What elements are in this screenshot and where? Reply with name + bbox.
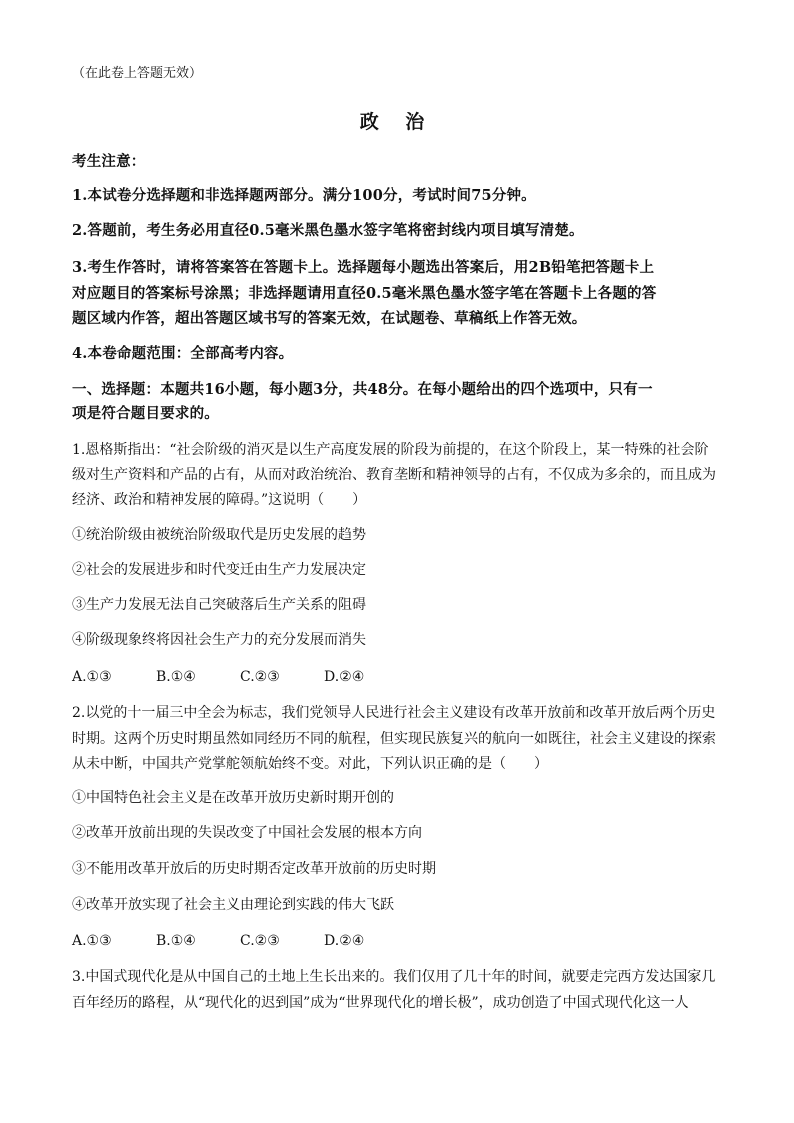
q2-statement-1: ①中国特色社会主义是在改革开放历史新时期开创的 [72,790,394,806]
q1-option-b[interactable]: B.①④ [156,669,196,685]
q1-statement-3: ③生产力发展无法自己突破落后生产关系的阻碍 [72,597,366,613]
q2-statement-2: ②改革开放前出现的失误改变了中国社会发展的根本方向 [72,825,422,841]
q1-options [72,667,364,687]
header-note: （在此卷上答题无效） [72,66,203,81]
q2-options [72,931,364,951]
notice-item-3-line-3: 题区域内作答，超出答题区域书写的答案无效，在试题卷、草稿纸上作答无效。 [72,310,587,327]
notice-item-1: 1.本试卷分选择题和非选择题两部分。满分100分，考试时间75分钟。 [72,187,536,204]
q3-stem-line-2: 百年经历的路程，从“现代化的迟到国”成为“世界现代化的增长极”，成功创造了中国式现代化这一人 [72,995,689,1011]
q2-stem-line-1: 2.以党的十一届三中全会为标志，我们党领导人民进行社会主义建设有改革开放前和改革开放后两个历史 [72,705,716,721]
q2-statement-3: ③不能用改革开放后的历史时期否定改革开放前的历史时期 [72,861,436,877]
q2-statement-4: ④改革开放实现了社会主义由理论到实践的伟大飞跃 [72,897,394,913]
notice-heading: 考生注意： [72,153,146,170]
q1-statement-4: ④阶级现象终将因社会生产力的充分发展而消失 [72,632,366,648]
q1-statement-2: ②社会的发展进步和时代变迁由生产力发展决定 [72,562,366,578]
q2-option-d[interactable]: D.②④ [324,933,365,949]
q1-statement-1: ①统治阶级由被统治阶级取代是历史发展的趋势 [72,527,366,543]
q2-option-a[interactable]: A.①③ [72,933,112,949]
q1-option-a[interactable]: A.①③ [72,669,112,685]
notice-item-3-line-1: 3.考生作答时，请将答案答在答题卡上。选择题每小题选出答案后，用2B铅笔把答题卡上 [72,259,655,276]
section-heading-line-2: 项是符合题目要求的。 [72,405,219,422]
notice-item-3-line-2: 对应题目的答案标号涂黑；非选择题请用直径0.5毫米黑色墨水签字笔在答题卡上各题的答 [72,285,657,302]
q1-stem-line-1: 1.恩格斯指出：“社会阶级的消灭是以生产高度发展的阶段为前提的，在这个阶段上，某一特殊的社会阶 [72,442,709,458]
q1-stem-line-2: 级对生产资料和产品的占有，从而对政治统治、教育垄断和精神领导的占有，不仅成为多余的，而且成为 [72,467,716,483]
q2-option-c[interactable]: C.②③ [240,933,280,949]
notice-item-4: 4.本卷命题范围：全部高考内容。 [72,345,294,362]
q1-option-c[interactable]: C.②③ [240,669,280,685]
q3-stem-line-1: 3.中国式现代化是从中国自己的土地上生长出来的。我们仅用了几十年的时间，就要走完西方发达国家几 [72,969,716,985]
q1-option-d[interactable]: D.②④ [324,669,365,685]
page-title: 政 治 [359,111,435,133]
q2-stem-line-3: 从未中断，中国共产党掌舵领航始终不变。对此，下列认识正确的是（ ） [72,756,548,772]
q1-stem-line-3: 经济、政治和精神发展的障碍。”这说明（ ） [72,492,367,508]
notice-item-2: 2.答题前，考生务必用直径0.5毫米黑色墨水签字笔将密封线内项目填写清楚。 [72,222,584,239]
q2-option-b[interactable]: B.①④ [156,933,196,949]
q2-stem-line-2: 时期。这两个历史时期虽然如同经历不同的航程，但实现民族复兴的航向一如既往，社会主义建设的探索 [72,731,716,747]
section-heading-line-1: 一、选择题：本题共16小题，每小题3分，共48分。在每小题给出的四个选项中，只有一 [72,381,653,398]
